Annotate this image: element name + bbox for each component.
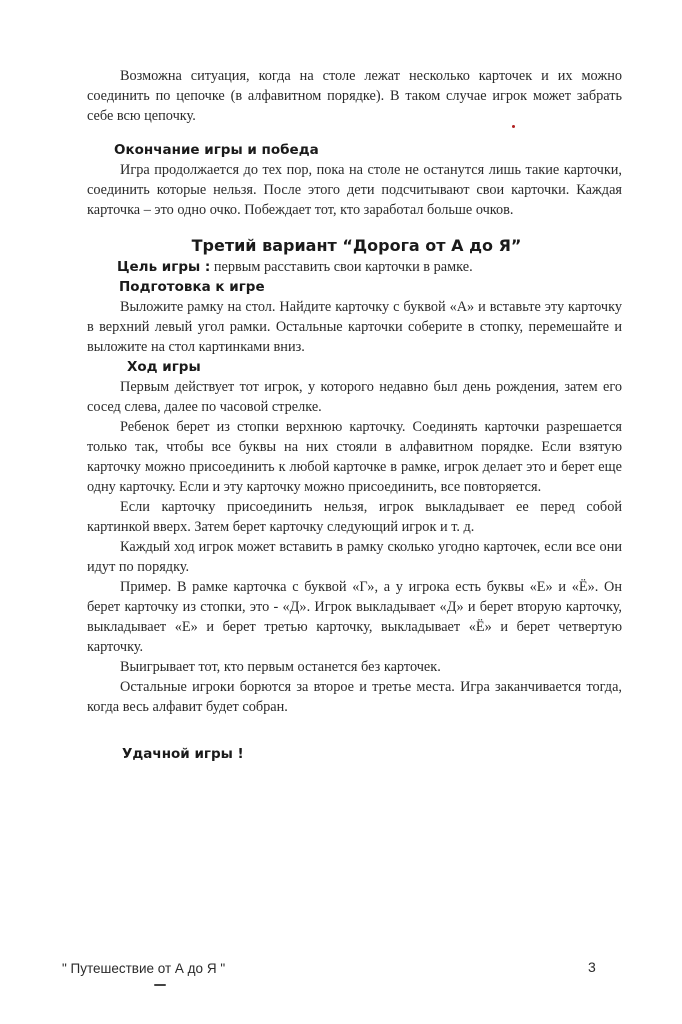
goal-label: Цель игры : [117, 259, 211, 275]
paragraph-example: Пример. В рамке карточка с буквой «Г», а у игрока есть буквы «Е» и «Ё». Он берет карточку из стопки, это - «Д». Игрок выкладывает «Д» и берет вторую карточку, выкладывает «Е» и берет третью карточку, выкладывает «Ё» и берет четвертую карточку. [87, 579, 622, 655]
paragraph-preparation: Выложите рамку на стол. Найдите карточку с буквой «А» и вставьте эту карточку в верхний левый угол рамки. Остальные карточки соберите в стопку, перемешайте и выложите на стол картинками вниз. [87, 299, 622, 355]
paragraph-game-end: Игра продолжается до тех пор, пока на столе не останутся лишь такие карточки, соединить которые нельзя. После этого дети подсчитывают свои карточки. Каждая карточка – это одно очко. Побеждает тот, кто заработал больше очков. [87, 162, 622, 218]
paragraph-winner: Выигрывает тот, кто первым останется без карточек. [120, 659, 441, 675]
footer-title: " Путешествие от А до Я " [62, 961, 226, 976]
page-content [87, 66, 622, 764]
paragraph-take-card: Ребенок берет из стопки верхнюю карточку. Соединять карточки разрешается только так, чтобы все буквы на них стояли в алфавитном порядке. Если взятую карточку можно присоединить к любой карточке в рамке, игрок делает это и берет еще одну карточку. Если и эту карточку можно присоединить, все повторяется. [87, 419, 622, 495]
heading-third-variant: Третий вариант “Дорога от А до Я” [191, 236, 522, 255]
heading-preparation: Подготовка к игре [119, 279, 265, 295]
paragraph-cannot-attach: Если карточку присоединить нельзя, игрок выкладывает ее перед собой картинкой вверх. Затем берет карточку следующий игрок и т. д. [87, 499, 622, 535]
page-number: 3 [588, 959, 596, 975]
paragraph-first-player: Первым действует тот игрок, у которого недавно был день рождения, затем его сосед слева, далее по часовой стрелке. [87, 379, 622, 415]
heading-game-moves: Ход игры [127, 359, 201, 375]
heading-game-end: Окончание игры и победа [114, 142, 319, 158]
goal-line [87, 257, 622, 277]
heading-good-game: Удачной игры ! [122, 746, 244, 762]
scan-speck [512, 125, 515, 128]
scan-speck [154, 984, 166, 986]
goal-text: первым расставить свои карточки в рамке. [210, 259, 473, 275]
paragraph-other-players: Остальные игроки борются за второе и третье места. Игра заканчивается тогда, когда весь алфавит будет собран. [87, 679, 622, 715]
paragraph-chain: Возможна ситуация, когда на столе лежат несколько карточек и их можно соединить по цепочке (в алфавитном порядке). В таком случае игрок может забрать себе всю цепочку. [87, 68, 622, 124]
paragraph-each-move: Каждый ход игрок может вставить в рамку сколько угодно карточек, если все они идут по порядку. [87, 539, 622, 575]
